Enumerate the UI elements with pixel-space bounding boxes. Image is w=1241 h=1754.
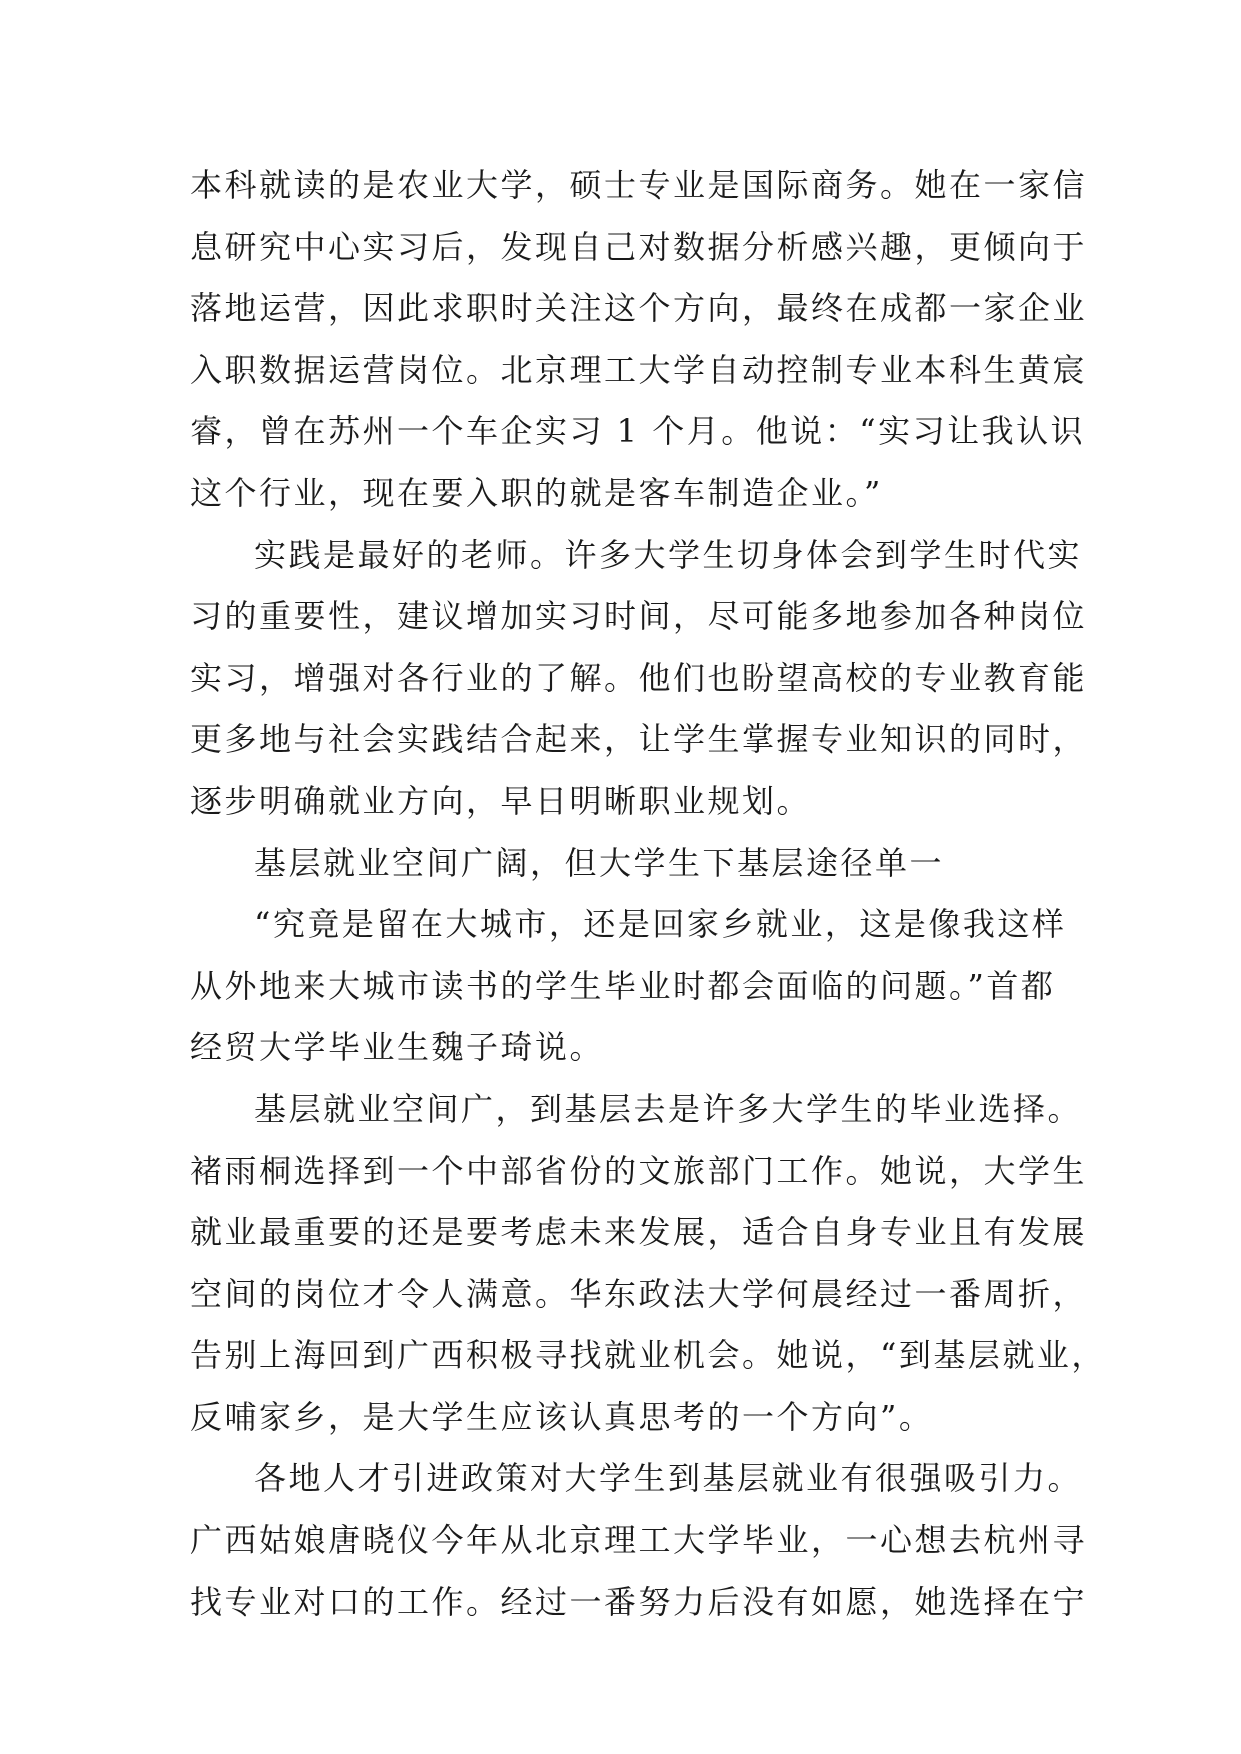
text-line: 基层就业空间广阔，但大学生下基层途径单一 bbox=[254, 843, 945, 882]
text-line: “究竟是留在大城市，还是回家乡就业，这是像我这样 bbox=[254, 905, 1067, 944]
text-line: 这个行业，现在要入职的就是客车制造企业。” bbox=[190, 473, 883, 512]
text-line: 实习，增强对各行业的了解。他们也盼望高校的专业教育能 bbox=[190, 658, 1088, 697]
text-line: 逐步明确就业方向，早日明晰职业规划。 bbox=[190, 781, 812, 820]
text-line: 褚雨桐选择到一个中部省份的文旅部门工作。她说，大学生 bbox=[190, 1151, 1088, 1190]
text-line: 各地人才引进政策对大学生到基层就业有很强吸引力。 bbox=[254, 1459, 1083, 1498]
text-line: 反哺家乡，是大学生应该认真思考的一个方向”。 bbox=[190, 1397, 934, 1436]
text-line: 落地运营，因此求职时关注这个方向，最终在成都一家企业 bbox=[190, 289, 1088, 328]
text-line: 睿，曾在苏州一个车企实习 1 个月。他说：“实习让我认识 bbox=[190, 412, 1086, 451]
text-line: 告别上海回到广西积极寻找就业机会。她说，“到基层就业， bbox=[190, 1336, 1106, 1375]
text-line: 更多地与社会实践结合起来，让学生掌握专业知识的同时， bbox=[190, 720, 1088, 759]
text-line: 习的重要性，建议增加实习时间，尽可能多地参加各种岗位 bbox=[190, 597, 1088, 636]
text-line: 基层就业空间广，到基层去是许多大学生的毕业选择。 bbox=[254, 1089, 1083, 1128]
document-body bbox=[190, 155, 1106, 1633]
text-line: 本科就读的是农业大学，硕士专业是国际商务。她在一家信 bbox=[190, 166, 1088, 204]
text-line: 就业最重要的还是要考虑未来发展，适合自身专业且有发展 bbox=[190, 1213, 1088, 1252]
text-line: 入职数据运营岗位。北京理工大学自动控制专业本科生黄宸 bbox=[190, 350, 1088, 389]
text-line: 实践是最好的老师。许多大学生切身体会到学生时代实 bbox=[254, 535, 1083, 574]
text-line: 空间的岗位才令人满意。华东政法大学何晨经过一番周折， bbox=[190, 1274, 1088, 1313]
text-line: 从外地来大城市读书的学生毕业时都会面临的问题。”首都 bbox=[190, 966, 1056, 1005]
text-line: 经贸大学毕业生魏子琦说。 bbox=[190, 1028, 605, 1067]
text-line: 找专业对口的工作。经过一番努力后没有如愿，她选择在宁 bbox=[190, 1582, 1088, 1621]
text-line: 息研究中心实习后，发现自己对数据分析感兴趣，更倾向于 bbox=[190, 227, 1088, 266]
text-line: 广西姑娘唐晓仪今年从北京理工大学毕业，一心想去杭州寻 bbox=[190, 1521, 1088, 1560]
